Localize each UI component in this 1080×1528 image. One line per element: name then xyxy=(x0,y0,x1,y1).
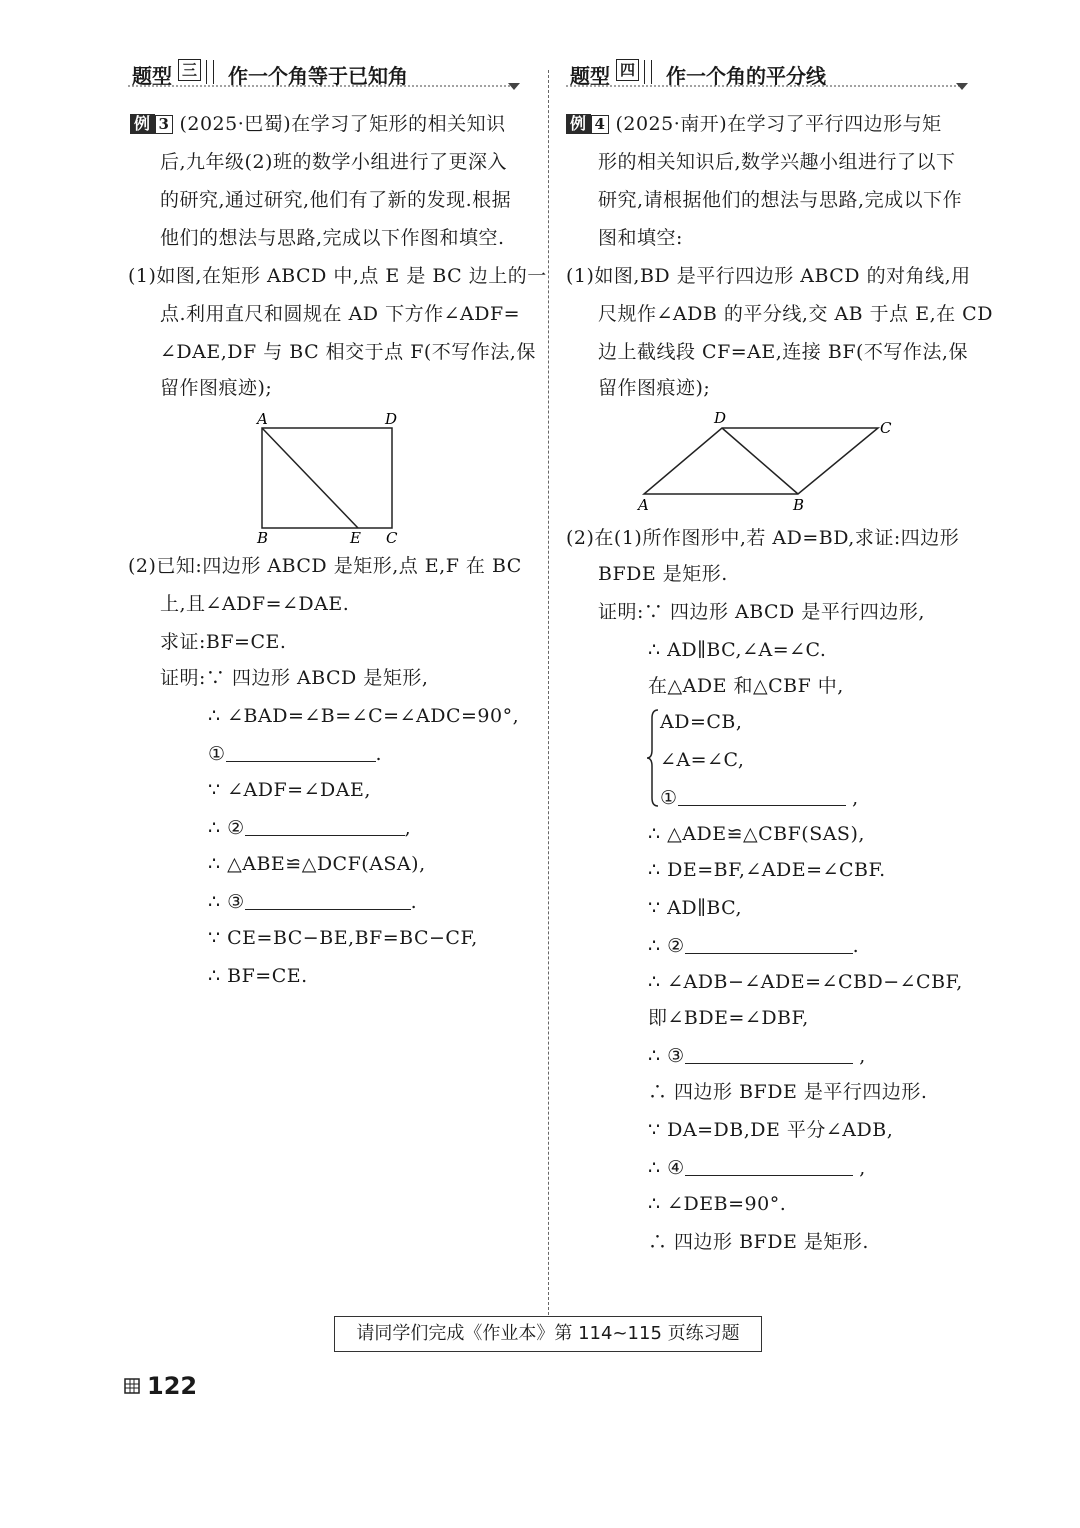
answer-blank-r1[interactable] xyxy=(678,787,846,806)
left-header-title: 作一个角等于已知角 xyxy=(228,64,408,88)
left-header-num: 三 xyxy=(178,59,201,81)
header-bar xyxy=(206,60,214,84)
left-intro-4: 他们的想法与思路,完成以下作图和填空. xyxy=(160,227,505,249)
blank-marker: ∴ ③ xyxy=(648,1045,685,1067)
blank-marker: ∴ ② xyxy=(208,817,245,839)
left-example-line xyxy=(130,112,506,136)
right-intro-1: (2025·南开)在学习了平行四边形与矩 xyxy=(615,113,942,135)
right-q1-3: 边上截线段 CF=AE,连接 BF(不写作法,保 xyxy=(598,341,968,363)
right-system-2: ∠A=∠C, xyxy=(660,749,745,771)
right-system-3: ① , xyxy=(660,787,859,809)
left-header-prefix: 题型 xyxy=(132,64,172,88)
left-proof-3: ∵ ∠ADF=∠DAE, xyxy=(208,779,371,801)
right-proof-9: ∴ ③ , xyxy=(648,1045,866,1067)
right-proof-8: 即∠BDE=∠DBF, xyxy=(648,1007,809,1029)
right-intro-4: 图和填空: xyxy=(598,227,683,249)
segment-ae xyxy=(262,428,358,528)
answer-blank-r2[interactable] xyxy=(685,935,853,954)
right-proof-2: 在△ADE 和△CBF 中, xyxy=(648,675,844,697)
right-header xyxy=(566,58,976,88)
header-rule xyxy=(128,82,528,92)
left-proof-2: ① . xyxy=(208,743,383,765)
right-header-title: 作一个角的平分线 xyxy=(666,64,826,88)
right-proof-3: ∴ △ADE≌△CBF(SAS), xyxy=(648,823,865,845)
label-b: B xyxy=(257,529,269,546)
answer-blank-3[interactable] xyxy=(245,891,411,910)
left-proof-5: ∴ △ABE≌△DCF(ASA), xyxy=(208,853,426,875)
right-q1-4: 留作图痕迹); xyxy=(598,377,711,399)
label-c: C xyxy=(880,419,892,437)
parallelogram-figure xyxy=(630,406,900,516)
right-q2-3: 证明:∵ 四边形 ABCD 是平行四边形, xyxy=(598,601,925,623)
left-q2-2: 上,且∠ADF=∠DAE. xyxy=(160,593,350,615)
left-q1-2: 点.利用直尺和圆规在 AD 下方作∠ADF= xyxy=(160,303,521,325)
left-q1-1: (1)如图,在矩形 ABCD 中,点 E 是 BC 边上的一 xyxy=(128,265,547,287)
page-number: 122 xyxy=(147,1372,198,1400)
answer-blank-1[interactable] xyxy=(226,743,376,762)
blank-marker: ∴ ③ xyxy=(208,891,245,913)
left-proof-1: ∴ ∠BAD=∠B=∠C=∠ADC=90°, xyxy=(208,705,520,727)
right-proof-11: ∵ DA=DB,DE 平分∠ADB, xyxy=(648,1119,894,1141)
label-d: D xyxy=(714,409,727,427)
right-proof-12: ∴ ④ , xyxy=(648,1157,866,1179)
brace-icon xyxy=(646,708,660,808)
right-header-num: 四 xyxy=(616,59,639,81)
right-system-1: AD=CB, xyxy=(660,711,743,733)
blank-marker: ∴ ② xyxy=(648,935,685,957)
label-b: B xyxy=(793,496,805,514)
homework-note: 请同学们完成《作业本》第 114~115 页练习题 xyxy=(334,1316,762,1352)
example-number: 3 xyxy=(155,115,174,134)
left-proof-7: ∵ CE=BC−BE,BF=BC−CF, xyxy=(208,927,478,949)
left-intro-3: 的研究,通过研究,他们有了新的发现.根据 xyxy=(160,189,512,211)
left-q2-3: 求证:BF=CE. xyxy=(160,631,287,653)
diagonal-bd xyxy=(722,428,798,494)
left-intro-1: (2025·巴蜀)在学习了矩形的相关知识 xyxy=(179,113,506,135)
right-q2-1: (2)在(1)所作图形中,若 AD=BD,求证:四边形 xyxy=(566,527,960,549)
rectangle-abcd xyxy=(262,428,392,528)
label-e: E xyxy=(350,529,361,546)
label-a: A xyxy=(638,496,649,514)
answer-blank-r3[interactable] xyxy=(685,1045,853,1064)
left-intro-2: 后,九年级(2)班的数学小组进行了更深入 xyxy=(160,151,507,173)
right-proof-4: ∴ DE=BF,∠ADE=∠CBF. xyxy=(648,859,886,881)
column-divider xyxy=(548,70,549,1315)
left-proof-6: ∴ ③ . xyxy=(208,891,418,913)
right-intro-2: 形的相关知识后,数学兴趣小组进行了以下 xyxy=(598,151,956,173)
answer-blank-2[interactable] xyxy=(245,817,405,836)
right-proof-5: ∵ AD∥BC, xyxy=(648,897,743,919)
right-q1-1: (1)如图,BD 是平行四边形 ABCD 的对角线,用 xyxy=(566,265,971,287)
blank-marker: ① xyxy=(660,787,678,809)
right-intro-3: 研究,请根据他们的想法与思路,完成以下作 xyxy=(598,189,963,211)
right-proof-13: ∴ ∠DEB=90°. xyxy=(648,1193,787,1215)
right-proof-10: ∴ 四边形 BFDE 是平行四边形. xyxy=(648,1081,928,1103)
left-proof-8: ∴ BF=CE. xyxy=(208,965,308,987)
header-bar xyxy=(644,60,652,84)
right-q1-2: 尺规作∠ADB 的平分线,交 AB 于点 E,在 CD xyxy=(598,303,993,325)
label-a: A xyxy=(257,410,268,428)
left-q1-3: ∠DAE,DF 与 BC 相交于点 F(不写作法,保 xyxy=(160,341,536,363)
left-q2-1: (2)已知:四边形 ABCD 是矩形,点 E,F 在 BC xyxy=(128,555,522,577)
answer-blank-r4[interactable] xyxy=(685,1157,853,1176)
right-example-line xyxy=(566,112,942,136)
page-ornament-icon xyxy=(124,1378,140,1394)
right-proof-6: ∴ ② . xyxy=(648,935,860,957)
label-c: C xyxy=(386,529,398,546)
right-proof-1: ∴ AD∥BC,∠A=∠C. xyxy=(648,639,827,661)
rectangle-figure xyxy=(250,406,410,546)
left-proof-4: ∴ ② , xyxy=(208,817,412,839)
left-q1-4: 留作图痕迹); xyxy=(160,377,273,399)
label-d: D xyxy=(385,410,398,428)
blank-marker: ① xyxy=(208,743,226,765)
example-number: 4 xyxy=(591,115,610,134)
right-proof-7: ∴ ∠ADB−∠ADE=∠CBD−∠CBF, xyxy=(648,971,963,993)
right-header-prefix: 题型 xyxy=(570,64,610,88)
left-header xyxy=(128,58,528,88)
left-q2-4: 证明:∵ 四边形 ABCD 是矩形, xyxy=(160,667,429,689)
example-badge: 例 xyxy=(566,114,591,134)
right-q2-2: BFDE 是矩形. xyxy=(598,563,728,585)
blank-marker: ∴ ④ xyxy=(648,1157,685,1179)
example-badge: 例 xyxy=(130,114,155,134)
right-proof-14: ∴ 四边形 BFDE 是矩形. xyxy=(648,1231,869,1253)
header-rule xyxy=(566,82,976,92)
